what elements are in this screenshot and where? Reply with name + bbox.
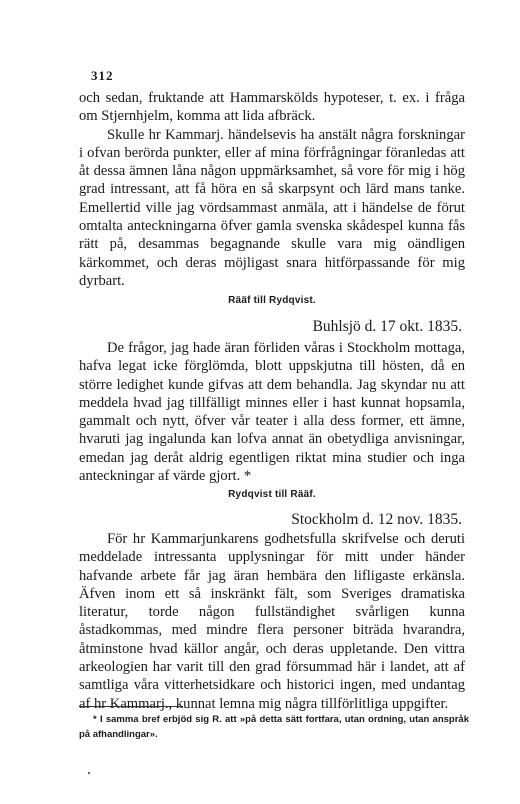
text-block-continuation — [79, 89, 465, 290]
footnote — [79, 712, 469, 742]
letter-body — [79, 339, 465, 485]
letter-heading: Rydqvist till Rääf. — [228, 489, 316, 500]
letter-heading: Rääf till Rydqvist. — [228, 295, 316, 306]
paragraph: och sedan, fruktande att Hammarskölds hypoteser, t. ex. i fråga om Stjernhjelm, komma att lida afbräck. — [79, 90, 465, 125]
letter-dateline: Stockholm d. 12 nov. 1835. — [291, 511, 462, 528]
letter-body — [79, 530, 465, 713]
paragraph: Skulle hr Kammarj. händelsevis ha anstält några forskningar i ofvan berörda punkter, eller af mina förfrågningar föranledas att åt dessa ämnen låna någon uppmärksamhet, så vore för mig i hög grad intressant, att få höra en så skarpsynt och lärd mans tanke. Emellertid ville jag vördsammast anmäla, att i händelse de förut omtalta anteckningarna öfver gamla svenska skådespel kunna fås rätt på, desammas begagnande skulle vara mig oändligen kärkommet, och deras möjligast snara hitförpassande för mig dyrbart. — [79, 126, 465, 289]
paragraph: De frågor, jag hade äran förliden våras i Stockholm mottaga, hafva legat icke förglömda, blott uppskjutna till hösten, då en större ledighet kunde gifvas att dem behandla. Jag skyndar nu att meddela hvad jag tillfälligt minnes eller i hast kunnat hopsamla, gammalt och nytt, öfver vår teater i alla dess former, ett ämne, hvaruti jag ingalunda kan lofva annat än obetydliga anvisningar, emedan jag deråt aldrig egentligen riktat mina studier och inga anteckningar af värde gjort. * — [79, 340, 465, 485]
print-speck — [88, 772, 90, 774]
page-number: 312 — [91, 68, 114, 83]
paragraph: För hr Kammarjunkarens godhetsfulla skrifvelse och deruti meddelade intressanta upplysningar för mitt under händer hafvande arbete får jag äran hembära den lifligaste erkänsla. Äfven inom ett så inskränkt fält, som Sveriges dramatiska literatur, torde någon fullständighet svårligen kunna åstadkommas, med mindre flera personer biträda hvarandra, åtminstone hvad källor angår, och deras uppletande. Den vittra arkeologien har varit till den grad försummad här i landet, att af samtliga våra vitterhetsidkare och historici ingen, med undantag af hr Kammarj., kunnat lemna mig några tillförlitliga uppgifter. — [79, 531, 465, 712]
footnote-text: * I samma bref erbjöd sig R. att »på detta sätt fortfara, utan ordning, utan anspråk på afhandlingar». — [79, 714, 469, 740]
footnote-rule — [79, 706, 183, 707]
letter-dateline: Buhlsjö d. 17 okt. 1835. — [312, 318, 462, 335]
